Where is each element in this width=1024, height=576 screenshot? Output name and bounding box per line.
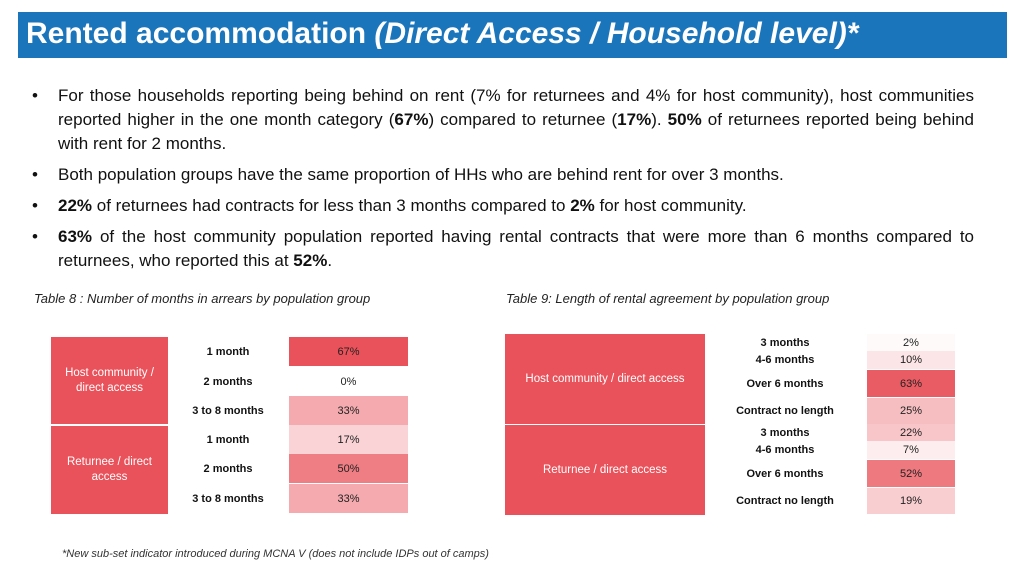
bullet-dot: • [32, 86, 38, 105]
bullet-text: For those households reporting being behind on rent (7% for returnees and 4% for host community), host communities reported higher in the one month category ( [58, 86, 974, 129]
table8-value-cell: 33% [289, 484, 408, 513]
title-main: Rented accommodation [26, 17, 375, 50]
bullet-text: Both population groups have the same proportion of HHs who are behind rent for over 3 months. [58, 165, 784, 184]
bullet-text: . [327, 251, 333, 270]
table8-row-label: 2 months [203, 375, 253, 388]
bullet-dot: • [32, 165, 38, 184]
table9-value-cell: 19% [867, 488, 955, 514]
table9-row-label: Over 6 months [746, 467, 824, 480]
table9-value-cell: 25% [867, 398, 955, 424]
table8-row-label: 3 to 8 months [192, 492, 264, 505]
bullet-text: ). [651, 110, 668, 129]
table8-value-cell: 33% [289, 396, 408, 425]
bullet-list [30, 84, 974, 280]
table8-group-label: Host community / direct access [51, 337, 168, 424]
table9-row-label: 4-6 months [755, 444, 815, 456]
table8-caption: Table 8 : Number of months in arrears by population group [34, 291, 371, 306]
table9-row-label: Contract no length [736, 405, 834, 417]
bullet-item [30, 84, 974, 156]
table8-value-cell: 0% [289, 367, 408, 396]
table9-row-label: 4-6 months [755, 354, 815, 366]
bullet-item [30, 225, 974, 273]
table8-value-cell: 50% [289, 454, 408, 483]
table8-value-cell: 67% [289, 337, 408, 366]
footnote: *New sub-set indicator introduced during MCNA V (does not include IDPs out of camps) [62, 548, 489, 560]
table9-row-label: 3 months [760, 336, 810, 349]
table9-value-cell: 52% [867, 460, 955, 487]
bullet-text: of returnees had contracts for less than 3 months compared to [92, 196, 571, 215]
bullet-text: of returnees reported being behind with rent for 2 months. [58, 110, 975, 153]
bullet-highlight: 2% [570, 196, 595, 215]
bullet-text: for host community. [594, 196, 747, 215]
bullet-highlight: 52% [293, 251, 328, 270]
bullet-dot: • [32, 196, 38, 215]
table8-row-label: 3 to 8 months [192, 404, 264, 417]
table9-group-label: Returnee / direct access [505, 425, 705, 515]
table9-group-label: Host community / direct access [505, 334, 705, 424]
table9-row-label: Over 6 months [746, 377, 824, 390]
table8-group-label: Returnee / direct access [51, 426, 168, 514]
table9-row-label: 3 months [760, 426, 810, 439]
table8-row-label: 1 month [206, 433, 250, 446]
table8-row-label: 2 months [203, 462, 253, 475]
table9-row-label: Contract no length [736, 495, 834, 507]
table9-value-cell: 63% [867, 370, 955, 397]
bullet-text: ) compared to returnee ( [428, 110, 618, 129]
table8-value-cell: 17% [289, 425, 408, 454]
title-subtitle: (Direct Access / Household level)* [374, 17, 859, 50]
bullet-dot: • [32, 227, 38, 246]
title-bar [18, 12, 1007, 58]
table9-value-cell: 2% [867, 334, 955, 351]
table9-value-cell: 22% [867, 424, 955, 441]
bullet-highlight: 67% [394, 110, 429, 129]
bullet-item [30, 163, 974, 187]
bullet-highlight: 22% [58, 196, 93, 215]
table9-value-cell: 7% [867, 441, 955, 459]
table9-caption: Table 9: Length of rental agreement by population group [506, 291, 830, 306]
bullet-text: of the host community population reported having rental contracts that were more than 6 months compared to returnees, who reported this at [58, 227, 974, 270]
bullet-item [30, 194, 974, 218]
bullet-highlight: 50% [667, 110, 702, 129]
table8-row-label: 1 month [206, 345, 250, 358]
bullet-highlight: 17% [617, 110, 652, 129]
bullet-highlight: 63% [58, 227, 93, 246]
table9-value-cell: 10% [867, 351, 955, 369]
page-title [26, 17, 858, 51]
